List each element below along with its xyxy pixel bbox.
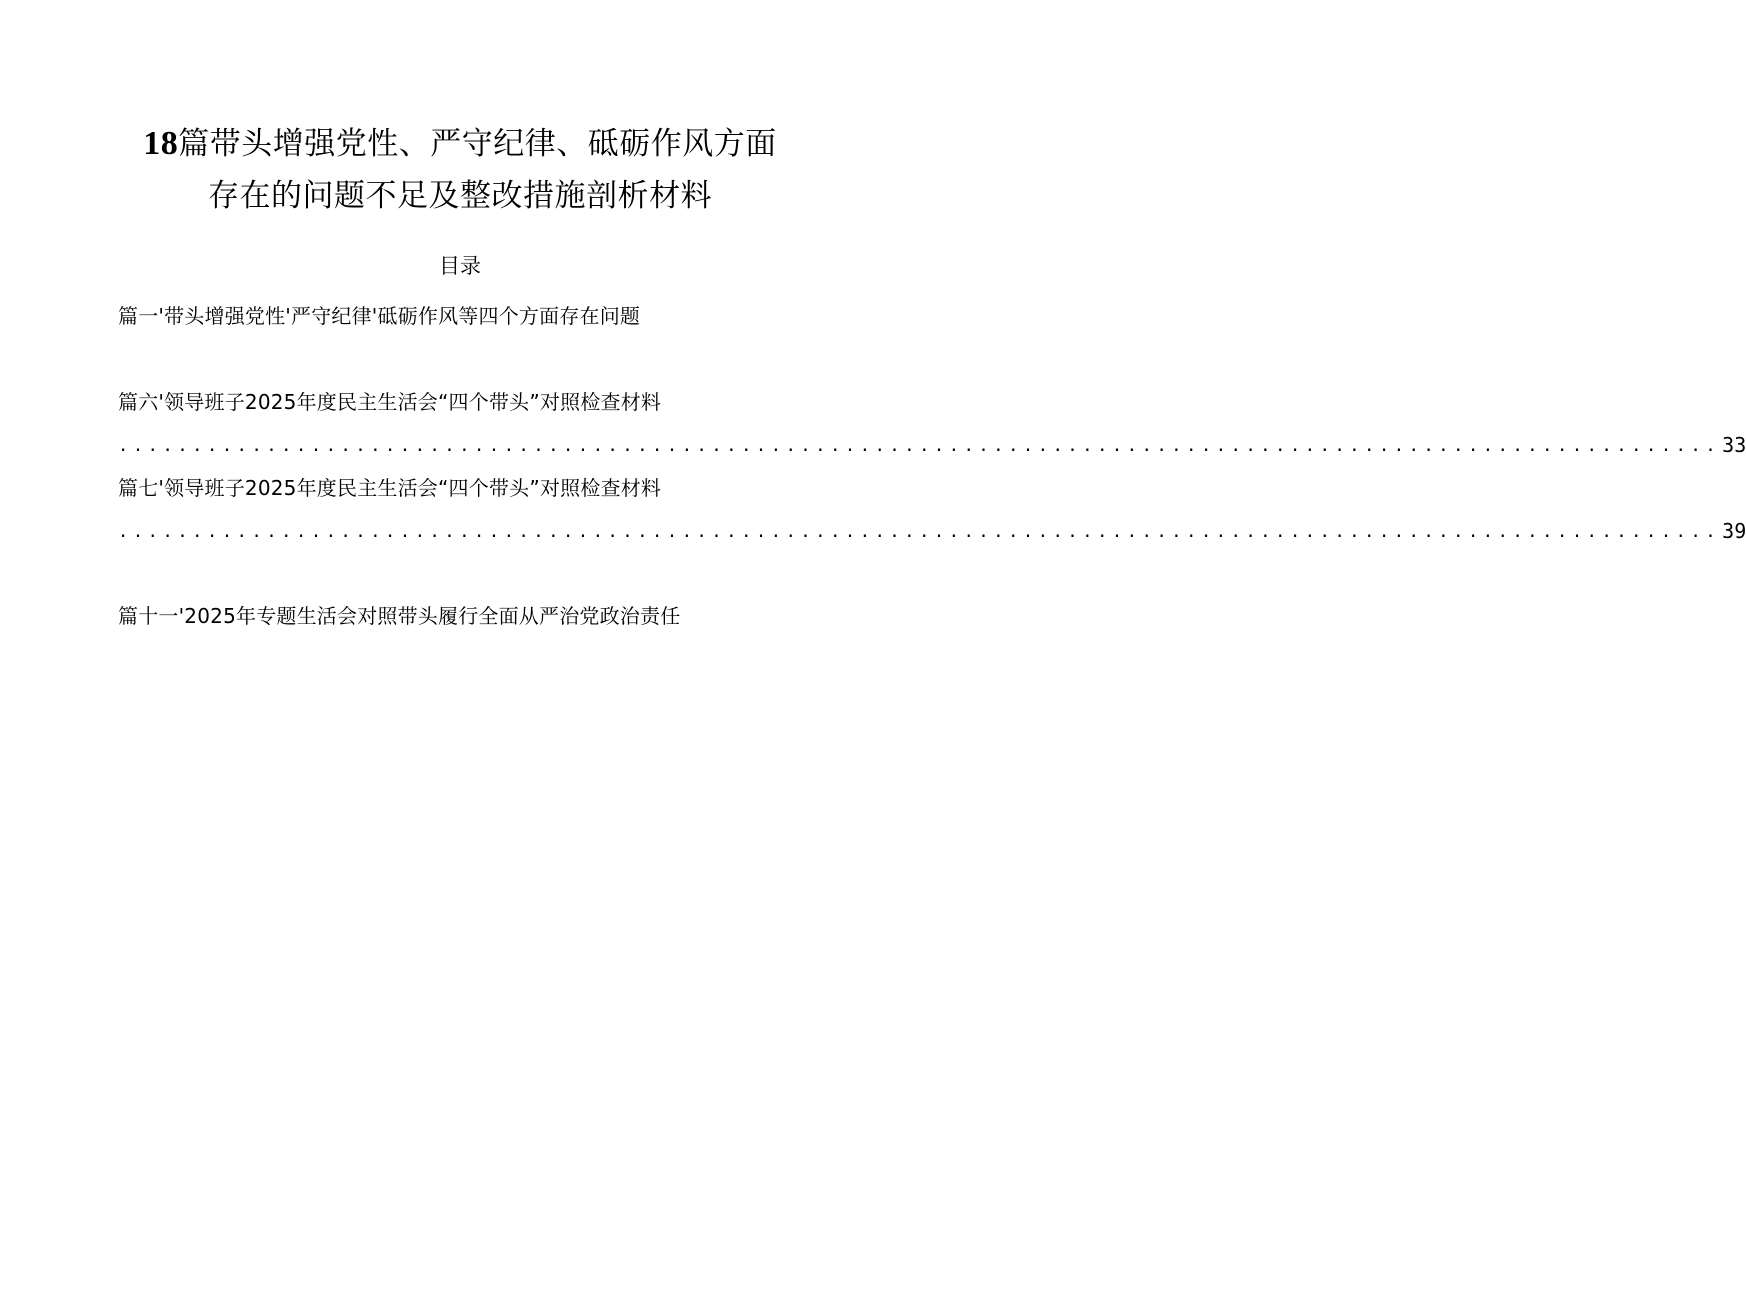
dot-leader: ............................................................................................................ bbox=[118, 522, 1721, 542]
toc-page-number-7: 39 bbox=[1722, 519, 1746, 543]
dot-leader: ............................................................................................................ bbox=[118, 436, 1721, 456]
toc-entry-6[interactable]: 篇六'领导班子2025年度民主生活会“四个带头”对照检查材料 bbox=[118, 390, 662, 414]
document-title-line-2: 存在的问题不足及整改措施剖析材料 bbox=[208, 178, 712, 214]
toc-entry-1[interactable]: 篇一'带头增强党性'严守纪律'砥砺作风等四个方面存在问题 bbox=[118, 304, 641, 328]
toc-heading: 目录 bbox=[439, 254, 481, 278]
title-line-1-text: 篇带头增强党性、严守纪律、砥砺作风方面 bbox=[178, 126, 777, 162]
toc-leader-row-6 bbox=[118, 428, 1746, 457]
document-title-line-1 bbox=[0, 118, 920, 163]
toc-entry-11[interactable]: 篇十一'2025年专题生活会对照带头履行全面从严治党政治责任 bbox=[118, 604, 681, 628]
title-number: 18 bbox=[143, 125, 179, 162]
toc-entry-7[interactable]: 篇七'领导班子2025年度民主生活会“四个带头”对照检查材料 bbox=[118, 476, 662, 500]
toc-leader-row-7 bbox=[118, 514, 1746, 543]
toc-page-number-6: 33 bbox=[1722, 433, 1746, 457]
